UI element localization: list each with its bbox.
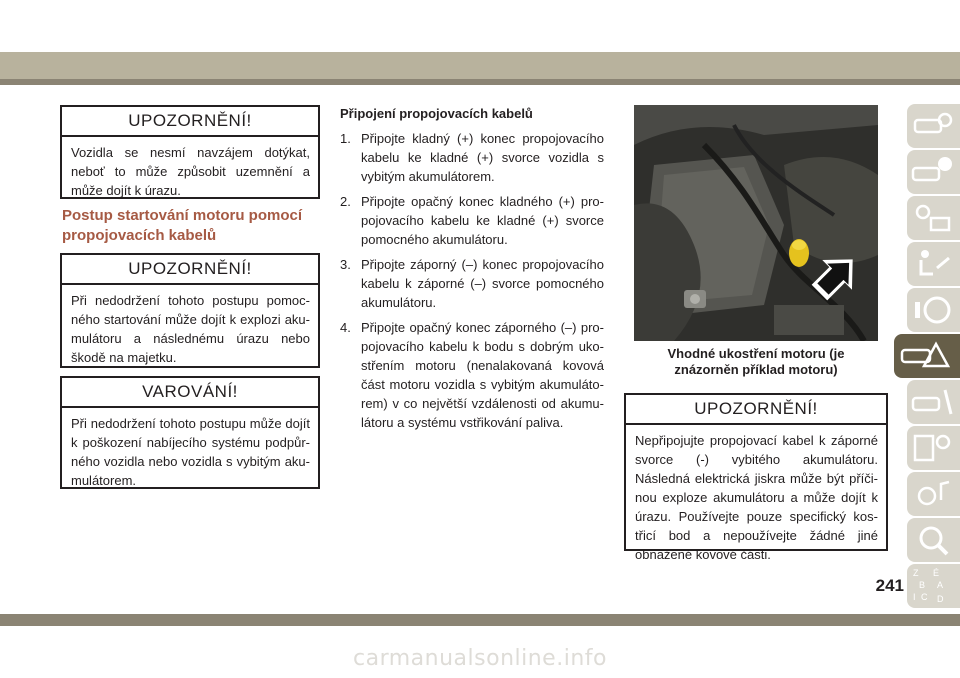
index-letter: C xyxy=(921,592,928,602)
nav-tab[interactable] xyxy=(907,472,960,516)
footer-rule xyxy=(0,614,960,626)
step-text: Připojte opačný konec záporného (–) propojovacího kabelu k bodu s dobrým ukostřením motoru (nenalakovaná kovová část motoru vozidla s vybitým akumulátorem) v co největší vzdálenosti od akumulátoru a systému vstřikování paliva. xyxy=(361,320,604,430)
section-title: Postup startování motoru pomocí propojovacích kabelů xyxy=(62,207,303,244)
nav-tab[interactable] xyxy=(907,196,960,240)
nav-tab[interactable] xyxy=(907,380,960,424)
caution-text: Při nedodržení tohoto postupu může dojít k poškození nabíjecího systému podpůrného vozidla nebo vozidla s vybitým akumulátorem. xyxy=(71,416,310,488)
header-band xyxy=(0,52,960,79)
nav-tab[interactable] xyxy=(907,518,960,562)
step-item xyxy=(340,255,604,312)
caution-box xyxy=(60,376,320,489)
warning-box-2 xyxy=(60,253,320,368)
warning-title: UPOZORNĚNÍ! xyxy=(626,395,886,425)
warning-lights-icon xyxy=(907,196,960,240)
warning-box-3 xyxy=(624,393,888,562)
step-text: Připojte kladný (+) konec propojovacího kabelu ke kladné (+) svorce vozidla s vybitým akumulátorem. xyxy=(361,131,604,184)
index-letter: B xyxy=(919,580,926,590)
warning-text: Při nedodržení tohoto postupu pomocného startování může dojít k explozi akumulátoru a následnému úrazu nebo škodě na majetku. xyxy=(71,293,310,365)
nav-tab[interactable] xyxy=(907,426,960,470)
car-info-icon xyxy=(907,150,960,194)
nav-tab-active[interactable] xyxy=(894,334,960,378)
steering-wheel-icon xyxy=(907,288,960,332)
step-text: Připojte opačný konec kladného (+) propojovacího kabelu ke kladné (+) svorce pomocného akumulátoru. xyxy=(361,194,604,247)
multimedia-icon xyxy=(907,472,960,516)
index-letter: É xyxy=(933,568,940,578)
car-emergency-icon xyxy=(894,334,960,378)
connection-heading: Připojení propojovacích kabelů xyxy=(340,106,533,121)
step-number: 4. xyxy=(340,320,351,335)
figure-caption: Vhodné ukostření motoru (je znázorněn příklad motoru) xyxy=(667,346,845,377)
caution-title: VAROVÁNÍ! xyxy=(62,378,318,408)
index-letter: Z xyxy=(913,568,919,578)
warning-title: UPOZORNĚNÍ! xyxy=(62,255,318,285)
connection-section xyxy=(340,104,604,438)
car-maintenance-icon xyxy=(907,380,960,424)
index-letter: A xyxy=(937,580,944,590)
index-letter: I xyxy=(913,592,916,602)
index-letter: D xyxy=(937,594,944,604)
car-search-icon xyxy=(907,104,960,148)
warning-text: Vozidla se nesmí navzájem dotýkat, neboť to může způsobit uzemnění a může dojít k úrazu. xyxy=(71,145,310,198)
nav-tab[interactable] xyxy=(907,150,960,194)
site-watermark: carmanualsonline.info xyxy=(0,646,960,672)
nav-tab[interactable] xyxy=(907,104,960,148)
search-index-icon xyxy=(907,518,960,562)
specifications-icon xyxy=(907,426,960,470)
header-rule xyxy=(0,79,960,85)
nav-tab[interactable] xyxy=(907,564,960,608)
engine-ground-photo xyxy=(634,105,878,341)
step-number: 3. xyxy=(340,257,351,272)
warning-text: Nepřipojujte propojovací kabel k záporné svorce (-) vybitého akumulátoru. Následná elektrická jiskra může být příčinou exploze akumulátoru a může dojít k úrazu. Používejte pouze specifický kostřicí bod a nepoužívejte žádné jiné obnažené kovové části. xyxy=(635,433,878,562)
warning-box-1 xyxy=(60,105,320,199)
step-item xyxy=(340,129,604,186)
step-text: Připojte záporný (–) konec propojovacího kabelu k záporné (–) svorce pomocného akumulátoru. xyxy=(361,257,604,310)
nav-tab[interactable] xyxy=(907,288,960,332)
engine-bay-illustration xyxy=(634,105,878,341)
step-item xyxy=(340,192,604,249)
step-item xyxy=(340,318,604,432)
step-number: 1. xyxy=(340,131,351,146)
seat-airbag-icon xyxy=(907,242,960,286)
alphabet-index-icon xyxy=(907,564,960,608)
warning-title: UPOZORNĚNÍ! xyxy=(62,107,318,137)
step-number: 2. xyxy=(340,194,351,209)
page-number: 241 xyxy=(875,576,904,595)
nav-tab[interactable] xyxy=(907,242,960,286)
